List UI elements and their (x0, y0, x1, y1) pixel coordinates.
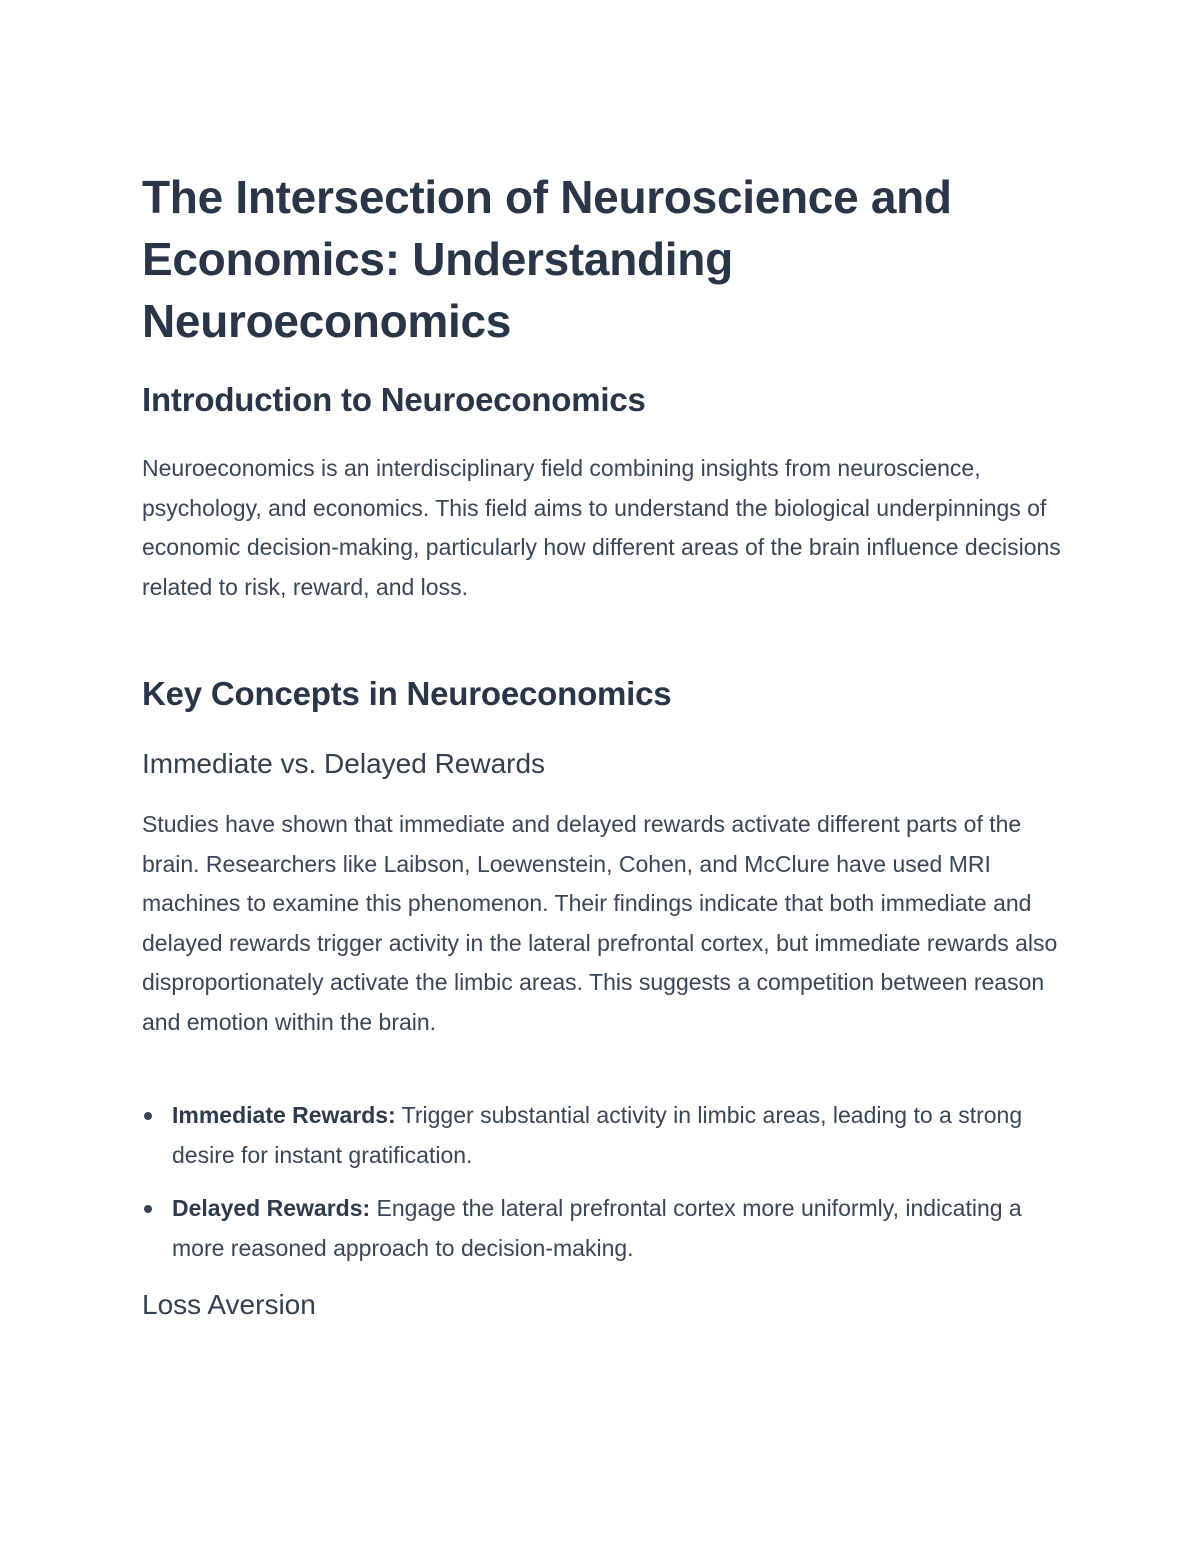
section-heading-key-concepts: Key Concepts in Neuroeconomics (142, 675, 672, 712)
bullet-term: Delayed Rewards: (172, 1195, 371, 1221)
bullet-term: Immediate Rewards: (172, 1102, 396, 1128)
bullet-dot-icon (144, 1205, 152, 1213)
subsection-heading-immediate-vs-delayed: Immediate vs. Delayed Rewards (142, 748, 546, 779)
section-heading-introduction: Introduction to Neuroeconomics (142, 381, 646, 418)
bullet-text: Engage the lateral prefrontal cortex more uniformly, indicating a more reasoned approach to decision-making. (172, 1195, 1022, 1261)
rewards-paragraph: Studies have shown that immediate and delayed rewards activate different parts of the brain. Researchers like Laibson, Loewenstein, Cohen, and McClure have used MRI machines to examine this phenomenon. Their findings indicate that both immediate and delayed rewards trigger activity in the lateral prefrontal cortex, but immediate rewards also disproportionately activate the limbic areas. This suggests a competition between reason and emotion within the brain. (142, 811, 1058, 1035)
bullet-delayed-rewards (142, 1188, 1067, 1268)
introduction-paragraph: Neuroeconomics is an interdisciplinary field combining insights from neuroscience, psychology, and economics. This field aims to understand the biological underpinnings of economic decision-making, particularly how different areas of the brain influence decisions related to risk, reward, and loss. (142, 455, 1061, 600)
bullet-dot-icon (144, 1112, 152, 1120)
bullet-immediate-rewards (142, 1095, 1067, 1175)
document-title: The Intersection of Neuroscience and Economics: Understanding Neuroeconomics (142, 171, 952, 347)
bullet-text: Trigger substantial activity in limbic areas, leading to a strong desire for instant gratification. (172, 1102, 1023, 1168)
subsection-heading-loss-aversion: Loss Aversion (142, 1289, 316, 1320)
rewards-bullet-list (142, 1095, 1067, 1268)
